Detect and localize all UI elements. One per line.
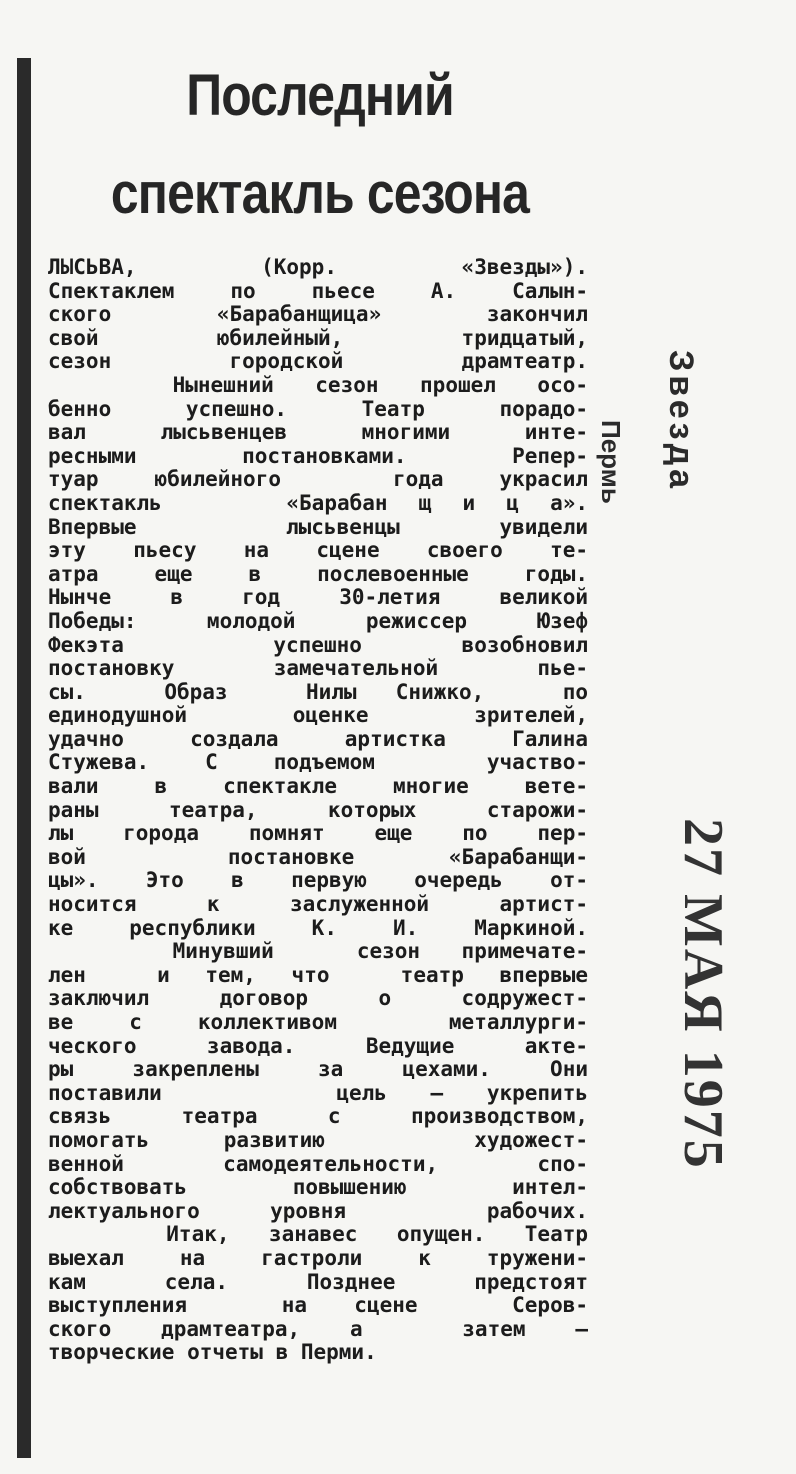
article-line: заключил договор о содружест- <box>48 986 588 1011</box>
article-line: Нынешний сезон прошел осо- <box>48 372 588 397</box>
article-line: Спектаклем по пьесе А. Салын- <box>48 278 588 303</box>
article-line: вой постановке «Барабанщи- <box>48 844 588 869</box>
article-line: ке республики К. И. Маркиной. <box>48 915 588 940</box>
article-line: Минувший сезон примечате- <box>48 939 588 964</box>
column-rule <box>17 58 31 1458</box>
article-line: Нынче в год 30-летия великой <box>48 585 588 610</box>
article-line: ры закреплены за цехами. Они <box>48 1057 588 1082</box>
article-line: единодушной оценке зрителей, <box>48 703 588 728</box>
article-line: вал лысьвенцев многими инте- <box>48 420 588 445</box>
article-line: ве с коллективом металлурги- <box>48 1010 588 1034</box>
article-line: атра еще в послевоенные годы. <box>48 561 588 586</box>
article-line: вали в спектакле многие вете- <box>48 774 588 799</box>
article-line: Стужева. С подъемом участво- <box>48 750 588 775</box>
article-line: связь театра с производством, <box>48 1104 588 1129</box>
article-line: Итак, занавес опущен. Театр <box>48 1222 588 1247</box>
article-line: ческого завода. Ведущие акте- <box>48 1033 588 1058</box>
article-line: ЛЫСЬВА, (Корр. «Звезды»). <box>48 255 588 279</box>
article-line: свой юбилейный, тридцатый, <box>48 325 588 350</box>
article-body <box>48 256 588 1365</box>
headline-line-1: Последний <box>186 63 454 128</box>
article-line: эту пьесу на сцене своего те- <box>48 538 588 563</box>
article-line: бенно успешно. Театр порадо- <box>48 396 588 421</box>
city-stamp: Пермь <box>596 420 626 504</box>
article-line: сы. Образ Нилы Снижко, по <box>48 679 588 704</box>
article-line: Впервые лысьвенцы увидели <box>48 514 588 539</box>
article-line: кам села. Позднее предстоят <box>48 1269 588 1294</box>
article-line: выступления на сцене Серов- <box>48 1293 588 1318</box>
article-line: раны театра, которых старожи- <box>48 797 588 822</box>
newspaper-name-stamp: Звезда <box>662 350 700 493</box>
article-line: цы». Это в первую очередь от- <box>48 868 588 893</box>
article-line: поставили цель — укрепить <box>48 1080 588 1105</box>
article-line: ского «Барабанщица» закончил <box>48 302 588 327</box>
article-line: постановку замечательной пье- <box>48 656 588 681</box>
article-line: удачно создала артистка Галина <box>48 726 588 751</box>
headline-line-2: спектакль сезона <box>110 161 530 226</box>
article-line: сезон городской драмтеатр. <box>48 349 588 374</box>
article-line: венной самодеятельности, спо- <box>48 1151 588 1176</box>
article-line: носится к заслуженной артист- <box>48 892 588 917</box>
article-line: Победы: молодой режиссер Юзеф <box>48 608 588 633</box>
article-line: помогать развитию художест- <box>48 1127 588 1152</box>
article-line: Фекэта успешно возобновил <box>48 632 588 657</box>
article-line: туар юбилейного года украсил <box>48 467 588 492</box>
article-line: ского драмтеатра, а затем — <box>48 1316 588 1341</box>
article-line: лектуального уровня рабочих. <box>48 1198 588 1223</box>
article-line: спектакль «Барабан щ и ц а». <box>48 490 588 515</box>
article-line: лы города помнят еще по пер- <box>48 821 588 846</box>
date-stamp: 27 МАЯ 1975 <box>672 818 734 1170</box>
article-line: ресными постановками. Репер- <box>48 443 588 468</box>
article-line: творческие отчеты в Перми. <box>48 1340 377 1365</box>
article-line: лен и тем, что театр впервые <box>48 962 588 987</box>
article-line: выехал на гастроли к тружени- <box>48 1245 588 1270</box>
article-line: собствовать повышению интел- <box>48 1175 588 1200</box>
